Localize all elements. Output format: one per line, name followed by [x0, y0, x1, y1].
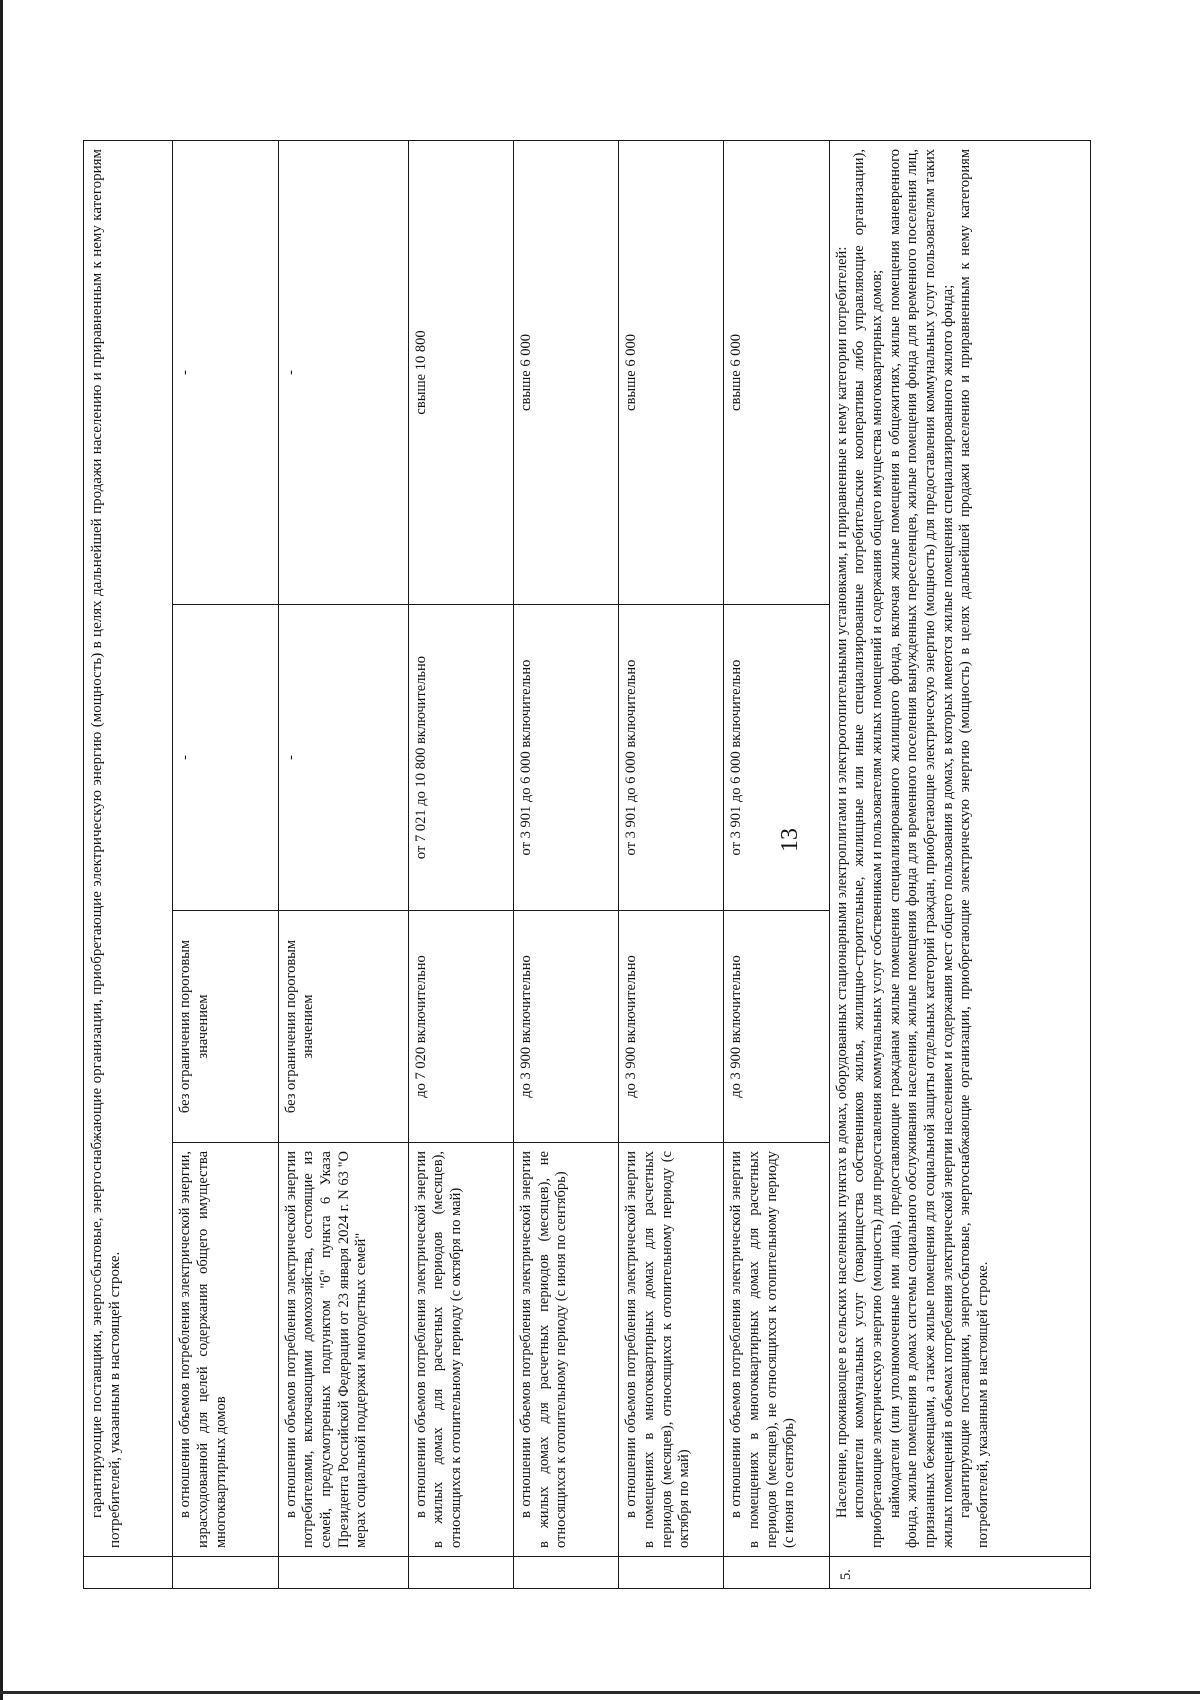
dash-value: -: [282, 370, 299, 375]
row-range-2: [278, 605, 408, 911]
row-description: в отношении объемов потребления электрической энергии потребителями, включающими домохозяйства, состоящие из семей, предусмотренных подпунктом "б" пункта 6 Указа Президента Российской Федерации от 23 января 2024 г. N 63 "О мерах социальной поддержки многодетных семей": [278, 1143, 408, 1557]
page-number: 13: [777, 828, 803, 852]
section-5-paragraph: наймодатели (или уполномоченные ими лица), предоставляющие гражданам жилые помещения специализированного жилищного фонда, включая жилые помещения в общежитиях, жилые помещения маневренного фонда, жилые помещения в домах системы социального обслуживания населения, жилые помещения фонда для временного поселения вынужденных переселенцев, жилые помещения фонда для временного поселения лиц, признанных беженцами, а также жилые помещения для социальной защиты отдельных категорий граждан, приобретающие электрическую энергию (мощность) для предоставления коммунальных услуг пользователям таких жилых помещений в объемах потребления электрической энергии населением и содержания мест общего пользования в домах, в которых имеются жилые помещения специализированного жилого фонда;: [886, 148, 956, 1548]
row-range-1: до 3 900 включительно: [619, 911, 724, 1143]
row-range-3: свыше 10 800: [408, 140, 513, 604]
row-range-1: без ограничения пороговым значением: [173, 911, 278, 1143]
row-range-2: от 3 901 до 6 000 включительно: [724, 605, 829, 911]
tariff-table: [83, 140, 1091, 1589]
row-number-cell: [173, 1557, 278, 1589]
scan-edge-left: [0, 0, 3, 1700]
table-row: [724, 140, 829, 1588]
row-number-cell: [513, 1557, 618, 1589]
row-number-cell: [408, 1557, 513, 1589]
row-description: в отношении объемов потребления электрической энергии в жилых домах для расчетных периодов (месяцев), не относящихся к отопительному периоду (с июня по сентябрь): [513, 1143, 618, 1557]
row-range-3: свыше 6 000: [619, 140, 724, 604]
section-5-text: [829, 140, 1090, 1556]
scan-edge-bottom: [0, 1691, 1200, 1694]
table-row-section-5: [829, 140, 1090, 1588]
table-row: [408, 140, 513, 1588]
dash-value: -: [282, 755, 299, 760]
section-5-paragraph: исполнители коммунальных услуг (товарищества собственников жилья, жилищно-строительные, жилищные или иные специализированные потребительские кооперативы либо управляющие организации), приобретающие электрическую энергию (мощность) для предоставления коммунальных услуг собственникам и пользователям жилых помещений и содержания общего имущества многоквартирных домов;: [851, 148, 885, 1548]
table-row-header-text: [84, 140, 173, 1588]
row-number-cell: [724, 1557, 829, 1589]
row-range-1: до 7 020 включительно: [408, 911, 513, 1143]
row-number-cell: [619, 1557, 724, 1589]
table-row: [619, 140, 724, 1588]
table-row: [513, 140, 618, 1588]
row-range-2: от 7 021 до 10 800 включительно: [408, 605, 513, 911]
dash-value: -: [177, 755, 194, 760]
row-number-cell: [278, 1557, 408, 1589]
row-description: в отношении объемов потребления электрической энергии в помещениях в многоквартирных домах для расчетных периодов (месяцев), не относящихся к отопительному периоду (с июня по сентябрь): [724, 1143, 829, 1557]
row-range-2: [173, 605, 278, 911]
section-5-number: 5.: [829, 1557, 1090, 1589]
header-text-cell: гарантирующие поставщики, энергосбытовые, энергоснабжающие организации, приобретающие электрическую энергию (мощность) в целях дальнейшей продажи населению и приравненным к нему категориям потребителей, указанным в настоящей строке.: [84, 140, 173, 1556]
row-range-3: [278, 140, 408, 604]
row-range-3: свыше 6 000: [513, 140, 618, 604]
row-description: в отношении объемов потребления электрической энергии в жилых домах для расчетных периодов (месяцев), относящихся к отопительному периоду (с октября по май): [408, 1143, 513, 1557]
row-description: в отношении объемов потребления электрической энергии, израсходованной для целей содержания общего имущества многоквартирных домов: [173, 1143, 278, 1557]
row-range-3: свыше 6 000: [724, 140, 829, 604]
table-row: [173, 140, 278, 1588]
row-range-2: от 3 901 до 6 000 включительно: [513, 605, 618, 911]
row-range-3: [173, 140, 278, 604]
section-5-paragraph: гарантирующие поставщики, энергосбытовые, энергоснабжающие организации, приобретающие электрическую энергию (мощность) в целях дальнейшей продажи населению и приравненным к нему категориям потребителей, указанным в настоящей строке.: [957, 148, 992, 1548]
row-range-2: от 3 901 до 6 000 включительно: [619, 605, 724, 911]
row-range-1: без ограничения пороговым значением: [278, 911, 408, 1143]
row-range-1: до 3 900 включительно: [513, 911, 618, 1143]
table-row: [278, 140, 408, 1588]
section-5-paragraph: Население, проживающее в сельских населенных пунктах в домах, оборудованных стационарными электроплитами и электроотопительными установками, и приравненные к нему категории потребителей:: [833, 246, 850, 1518]
dash-value: -: [177, 370, 194, 375]
rotated-page-content: [83, 141, 1091, 1589]
row-description: в отношении объемов потребления электрической энергии в помещениях в многоквартирных домах для расчетных периодов (месяцев), относящихся к отопительному периоду (с октября по май): [619, 1143, 724, 1557]
row-number-cell: [84, 1557, 173, 1589]
row-range-1: до 3 900 включительно: [724, 911, 829, 1143]
